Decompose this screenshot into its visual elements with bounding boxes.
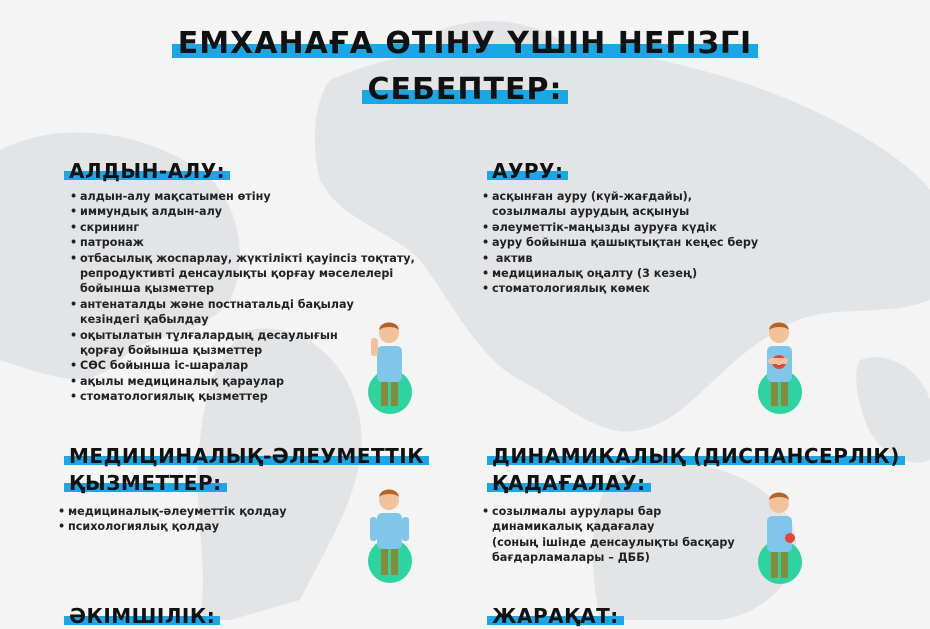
list-item: • медициналық оңалту (3 кезең)	[482, 266, 758, 281]
list-item: • оқытылатын тұлғалардың десаулығын	[70, 328, 415, 343]
heading-text: ДИНАМИКАЛЫҚ (ДИСПАНСЕРЛІК)	[487, 444, 905, 468]
section-heading-social-2	[64, 470, 227, 496]
list-item: • стоматологиялық көмек	[482, 281, 758, 296]
illness-list	[482, 189, 758, 297]
heading-text: ЖАРАҚАТ:	[487, 604, 624, 628]
doctor-phone-figure-icon	[362, 318, 418, 416]
list-item: • скрининг	[70, 220, 415, 235]
doctor-back-pain-figure-icon	[752, 490, 808, 586]
list-item: • асқынған ауру (күй-жағдайы),	[482, 189, 758, 204]
section-heading-illness	[487, 158, 568, 184]
section-heading-prevention	[64, 158, 230, 184]
page-title-line-1	[0, 26, 930, 61]
list-item: репродуктивті денсаулықты қорғау мәселелері	[80, 267, 394, 281]
list-item: кезіндегі қабылдау	[80, 313, 209, 327]
section-heading-social-1	[64, 443, 429, 469]
list-item: динамикалық қадағалау	[492, 520, 655, 534]
list-item: созылмалы аурудың асқынуы	[492, 205, 690, 219]
list-item: • СӨС бойынша іс-шаралар	[70, 358, 415, 373]
heading-text: ҚЫЗМЕТТЕР:	[64, 471, 227, 495]
page-title-text-2: СЕБЕПТЕР:	[362, 72, 569, 107]
heading-text: ҚАДАҒАЛАУ:	[487, 471, 651, 495]
doctor-standing-figure-icon	[362, 485, 418, 585]
list-item: • психологиялық қолдау	[58, 519, 287, 534]
list-item: • ауру бойынша қашықтықтан кеңес беру	[482, 235, 758, 250]
section-heading-dynamic-2	[487, 470, 651, 496]
list-item: (соның ішінде денсаулықты басқару	[492, 535, 735, 549]
list-item: • патронаж	[70, 235, 415, 250]
social-list	[58, 504, 287, 535]
list-item: • ақылы медициналық қараулар	[70, 374, 415, 389]
list-item: • әлеуметтік-маңызды ауруға күдік	[482, 220, 758, 235]
list-item: бойынша қызметтер	[80, 282, 215, 296]
section-heading-injury	[487, 603, 624, 629]
page-title-text-1: ЕМХАНАҒА ӨТІНУ ҮШІН НЕГІЗГІ	[172, 26, 758, 61]
dynamic-list	[482, 504, 735, 566]
list-item: • актив	[482, 251, 758, 266]
heading-text: АЛДЫН-АЛУ:	[64, 159, 230, 183]
page-title-line-2	[0, 72, 930, 107]
doctor-stomach-pain-figure-icon	[752, 318, 808, 416]
list-item: • медициналық-әлеуметтік қолдау	[58, 504, 287, 519]
heading-text: АУРУ:	[487, 159, 568, 183]
list-item: • отбасылық жоспарлау, жүктілікті қауіпсіз тоқтату,	[70, 251, 415, 266]
list-item: бағдарламалары – ДББ)	[492, 551, 650, 565]
list-item: • алдын-алу мақсатымен өтіну	[70, 189, 415, 204]
list-item: • иммундық алдын-алу	[70, 204, 415, 219]
list-item: • стоматологиялық қызметтер	[70, 389, 415, 404]
section-heading-dynamic-1	[487, 443, 905, 469]
list-item: қорғау бойынша қызметтер	[80, 344, 263, 358]
list-item: • антенаталды және постнатальді бақылау	[70, 297, 415, 312]
section-heading-admin	[64, 603, 220, 629]
list-item: • созылмалы аурулары бар	[482, 504, 735, 519]
heading-text: МЕДИЦИНАЛЫҚ-ӘЛЕУМЕТТІК	[64, 444, 429, 468]
heading-text: ӘКІМШІЛІК:	[64, 604, 220, 628]
